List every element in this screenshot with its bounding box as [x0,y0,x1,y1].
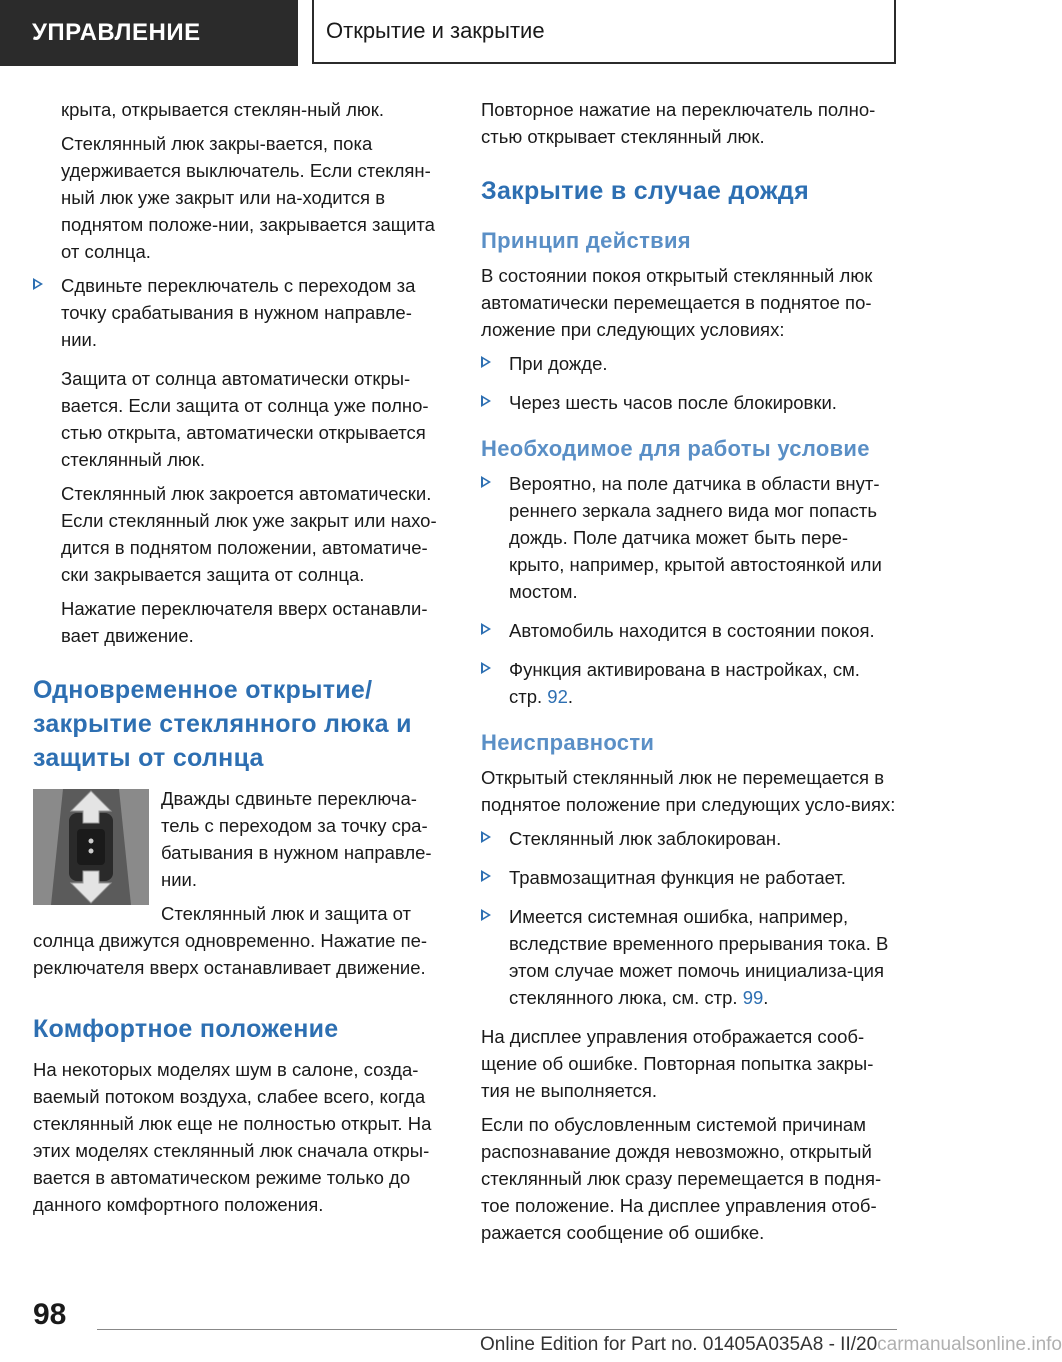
bullet-triangle-icon [481,623,491,635]
list-item [481,389,897,416]
list-item [481,470,897,605]
paragraph: Если по обусловленным системой причинам распознавание дождя невозможно, открытый стеклянный люк сразу перемещается в подня-тое положение. На дисплее управления отоб-ражается сообщение об ошибке. [481,1114,882,1243]
section-heading: Одновременное открытие/ закрытие стеклянного люка и защиты от солнца [33,676,412,772]
bullet-triangle-icon [481,909,491,921]
list-item-text: Сдвиньте переключатель с переходом за точку срабатывания в нужном направле-нии. [61,275,416,350]
list-item-text: Травмозащитная функция не работает. [509,867,846,888]
right-column [481,96,897,1253]
chapter-title: Открытие и закрытие [312,0,896,64]
page-header [0,0,960,66]
figure-block [33,785,447,988]
subsection-heading: Принцип действия [481,228,691,253]
paragraph: Повторное нажатие на переключатель полно-стью открывает стеклянный люк. [481,99,876,147]
list-item-text: Функция активирована в настройках, см. стр. [509,659,860,707]
section-title: УПРАВЛЕНИЕ [0,0,298,66]
paragraph: На некоторых моделях шум в салоне, созда-ваемый потоком воздуха, слабее всего, когда стеклянный люк еще не полностью открыт. На этих моделях стеклянный люк сначала откры-вается в автоматическом режиме только до данного комфортного положения. [33,1059,432,1215]
bullet-triangle-icon [481,395,491,407]
paragraph: Стеклянный люк и защита от солнца движутся одновременно. Нажатие пе-реключателя вверх останавливает движение. [33,903,428,978]
list-item [481,903,897,1011]
section-heading: Закрытие в случае дождя [481,177,809,205]
bullet-triangle-icon [481,831,491,843]
list-item-text: Вероятно, на поле датчика в области внут-реннего зеркала заднего вида мог попасть дождь. Поле датчика может быть пере-крыто, например, крытой автостоянкой или мостом. [509,473,882,602]
subsection-heading: Необходимое для работы условие [481,436,870,461]
list-item-text-end: . [763,987,769,1008]
list-item-text: При дожде. [509,353,608,374]
edition-text: Online Edition for Part no. 01405A035A8 - II/20 [480,1334,878,1355]
list-item-text: Стеклянный люк заблокирован. [509,828,782,849]
watermark: carmanualsonline.info [877,1334,1062,1355]
list-item-text: Имеется системная ошибка, например, вследствие временного прерывания тока. В этом случае может помочь инициализа-ция стеклянного люка, см. стр. [509,906,889,1008]
page-link[interactable]: 99 [742,987,764,1008]
paragraph: Стеклянный люк закроется автоматически. Если стеклянный люк уже закрыт или нахо-дится в поднятом положении, автоматиче-ски закрывается защита от солнца. [61,483,437,585]
paragraph: В состоянии покоя открытый стеклянный люк автоматически перемещается в поднятое по-ложение при следующих условиях: [481,265,873,340]
page-number: 98 [33,1298,67,1331]
paragraph: Дважды сдвиньте переключа-тель с переходом за точку сра-батывания в нужном направле-нии. [161,788,432,890]
paragraph: крыта, открывается стеклян-ный люк. [61,99,384,120]
list-item [481,350,897,377]
paragraph: Нажатие переключателя вверх останавли-вает движение. [61,598,428,646]
list-item-text-end: . [567,686,574,707]
paragraph: На дисплее управления отображается сооб-щение об ошибке. Повторная попытка закры-тия не выполняется. [481,1026,874,1101]
list-item-text: Через шесть часов после блокировки. [509,392,837,413]
list-item [33,272,447,353]
bullet-triangle-icon [481,870,491,882]
list-item-text: Автомобиль находится в состоянии покоя. [509,620,875,641]
bullet-triangle-icon [481,662,491,674]
footer-edition [480,1330,1062,1360]
list-item [481,656,897,710]
roof-switch-image [33,789,149,905]
section-heading: Комфортное положение [33,1015,339,1043]
list-item [481,864,897,891]
list-item [481,617,897,644]
paragraph: Защита от солнца автоматически откры-вается. Если защита от солнца уже полно-стью открыта, автоматически открывается стеклянный люк. [61,368,429,470]
paragraph: Стеклянный люк закры-вается, пока удерживается выключатель. Если стеклян-ный люк уже закрыт или на-ходится в поднятом положе-нии, закрывается защита от солнца. [61,133,435,262]
left-column [33,96,447,1225]
subsection-heading: Неисправности [481,730,655,755]
paragraph: Открытый стеклянный люк не перемещается в поднятое положение при следующих усло-виях: [481,767,896,815]
bullet-triangle-icon [481,356,491,368]
list-item [481,825,897,852]
switch-illustration [33,789,149,905]
page-link[interactable]: 92 [547,686,568,707]
bullet-triangle-icon [481,476,491,488]
bullet-triangle-icon [33,278,43,290]
